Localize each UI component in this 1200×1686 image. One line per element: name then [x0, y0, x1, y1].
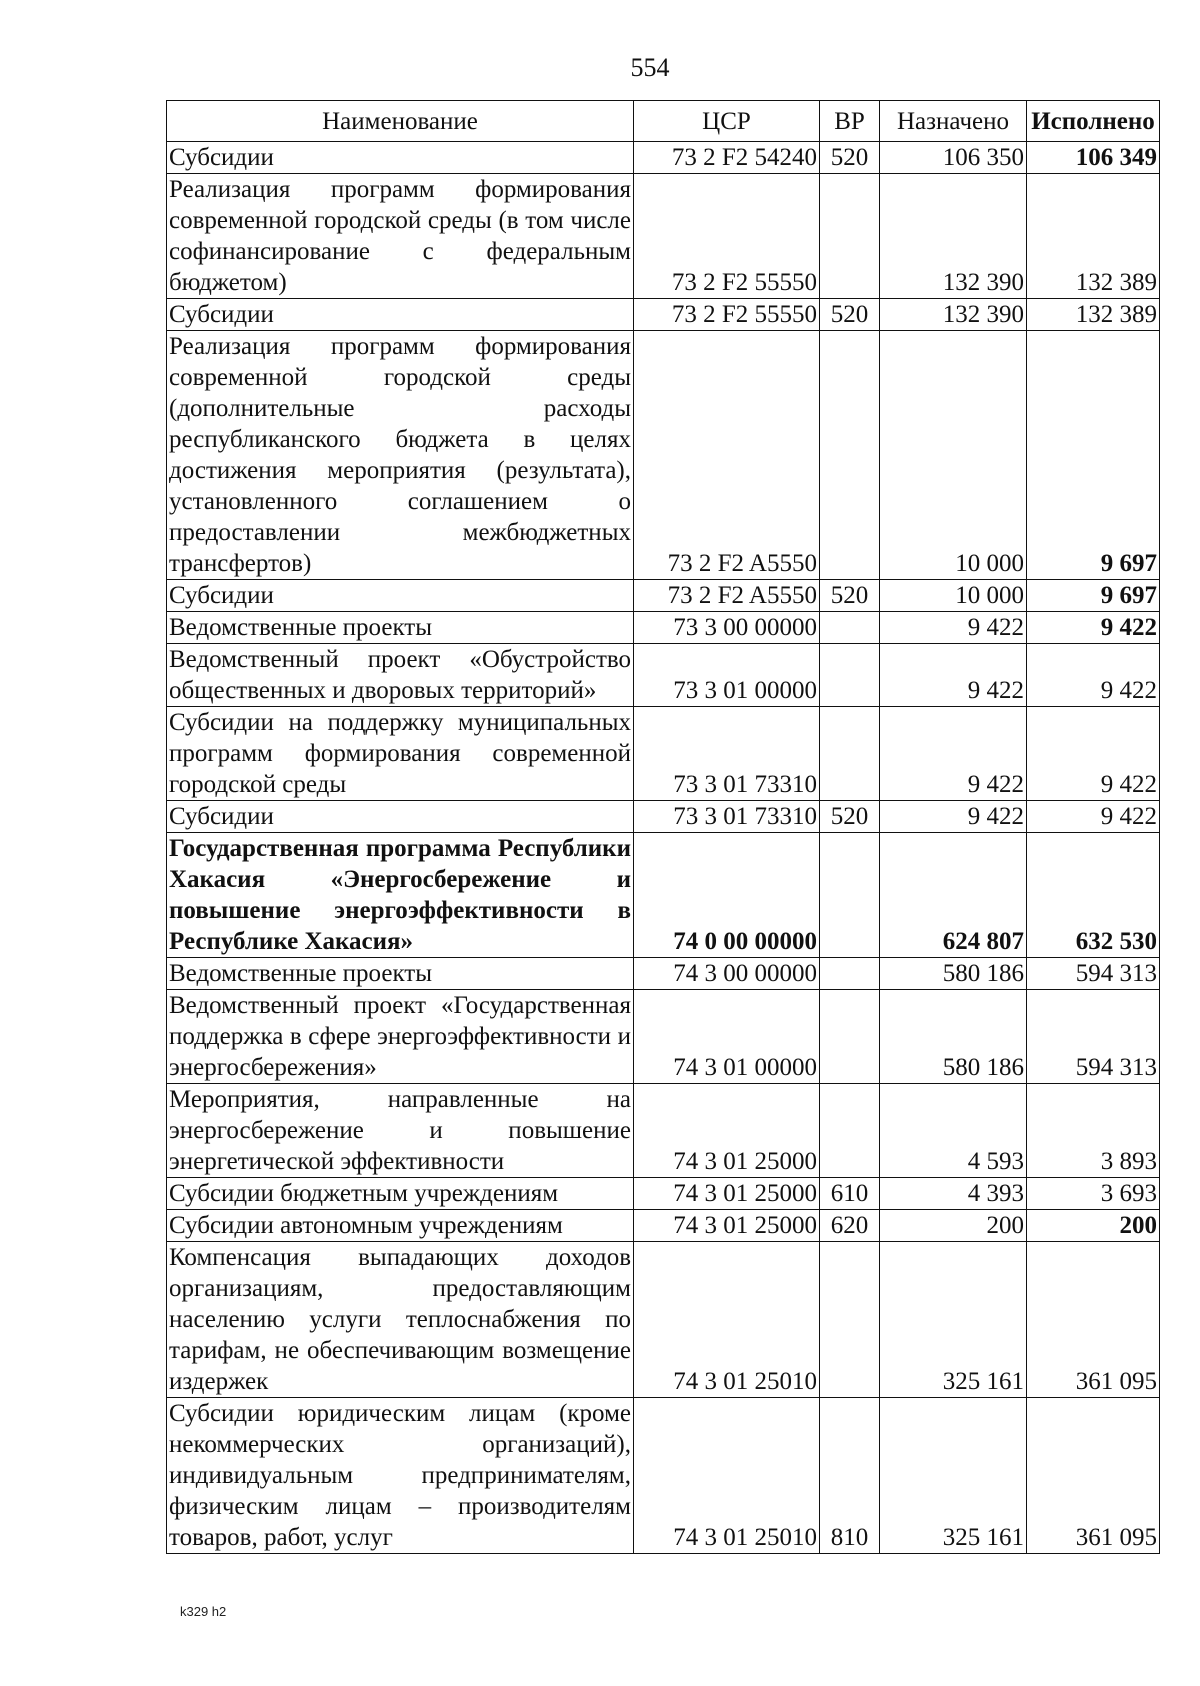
row-csr: 73 2 F2 55550 — [634, 299, 820, 331]
row-vr: 620 — [820, 1210, 880, 1242]
row-assigned: 325 161 — [880, 1242, 1027, 1398]
row-vr: 520 — [820, 299, 880, 331]
row-assigned: 9 422 — [880, 644, 1027, 707]
row-name: Реализация программ формирования современной городской среды (дополнительные расходы республиканского бюджета в целях достижения мероприятия (результата), установленного соглашением о предоставлении межбюджетных трансфертов) — [167, 331, 634, 580]
row-vr — [820, 833, 880, 958]
row-csr: 74 0 00 00000 — [634, 833, 820, 958]
row-done: 132 389 — [1027, 299, 1160, 331]
row-done: 594 313 — [1027, 958, 1160, 990]
row-name: Субсидии — [167, 580, 634, 612]
row-done: 200 — [1027, 1210, 1160, 1242]
row-name: Ведомственные проекты — [167, 612, 634, 644]
table-row — [167, 1398, 1160, 1554]
row-csr: 74 3 01 25000 — [634, 1210, 820, 1242]
table-row-program — [167, 833, 1160, 958]
row-done: 132 389 — [1027, 174, 1160, 299]
row-name: Ведомственный проект «Государственная поддержка в сфере энергоэффективности и энергосбережения» — [167, 990, 634, 1084]
row-assigned: 10 000 — [880, 580, 1027, 612]
row-vr: 520 — [820, 142, 880, 174]
table-row — [167, 331, 1160, 580]
row-done: 594 313 — [1027, 990, 1160, 1084]
row-vr — [820, 612, 880, 644]
row-name: Субсидии бюджетным учреждениям — [167, 1178, 634, 1210]
row-csr: 74 3 01 25010 — [634, 1398, 820, 1554]
row-csr: 74 3 01 25010 — [634, 1242, 820, 1398]
table-row — [167, 1178, 1160, 1210]
row-name: Ведомственные проекты — [167, 958, 634, 990]
table-row — [167, 801, 1160, 833]
row-vr — [820, 707, 880, 801]
row-name: Субсидии юридическим лицам (кроме некоммерческих организаций), индивидуальным предпринимателям, физическим лицам – производителям товаров, работ, услуг — [167, 1398, 634, 1554]
row-assigned: 200 — [880, 1210, 1027, 1242]
row-csr: 73 3 01 73310 — [634, 801, 820, 833]
row-csr: 73 3 01 00000 — [634, 644, 820, 707]
row-done: 361 095 — [1027, 1242, 1160, 1398]
row-assigned: 106 350 — [880, 142, 1027, 174]
row-csr: 73 3 01 73310 — [634, 707, 820, 801]
row-assigned: 4 593 — [880, 1084, 1027, 1178]
table-row — [167, 958, 1160, 990]
row-csr: 73 2 F2 A5550 — [634, 580, 820, 612]
table-header-row — [167, 101, 1160, 142]
header-vr: ВР — [820, 101, 880, 142]
row-vr — [820, 990, 880, 1084]
row-vr: 520 — [820, 580, 880, 612]
row-done: 3 693 — [1027, 1178, 1160, 1210]
row-done: 632 530 — [1027, 833, 1160, 958]
row-done: 9 697 — [1027, 331, 1160, 580]
table-row — [167, 1084, 1160, 1178]
row-done: 106 349 — [1027, 142, 1160, 174]
header-name: Наименование — [167, 101, 634, 142]
row-name: Компенсация выпадающих доходов организациям, предоставляющим населению услуги теплоснабжения по тарифам, не обеспечивающим возмещение издержек — [167, 1242, 634, 1398]
row-name: Субсидии на поддержку муниципальных программ формирования современной городской среды — [167, 707, 634, 801]
table-row — [167, 1242, 1160, 1398]
row-vr — [820, 174, 880, 299]
row-assigned: 580 186 — [880, 990, 1027, 1084]
row-done: 9 422 — [1027, 707, 1160, 801]
row-vr — [820, 644, 880, 707]
row-assigned: 132 390 — [880, 299, 1027, 331]
table-row — [167, 299, 1160, 331]
row-vr: 610 — [820, 1178, 880, 1210]
row-csr: 74 3 01 25000 — [634, 1084, 820, 1178]
row-csr: 74 3 00 00000 — [634, 958, 820, 990]
row-vr: 520 — [820, 801, 880, 833]
table-row — [167, 612, 1160, 644]
row-assigned: 10 000 — [880, 331, 1027, 580]
row-assigned: 9 422 — [880, 612, 1027, 644]
row-assigned: 9 422 — [880, 707, 1027, 801]
row-done: 361 095 — [1027, 1398, 1160, 1554]
row-name: Ведомственный проект «Обустройство общественных и дворовых территорий» — [167, 644, 634, 707]
row-csr: 74 3 01 25000 — [634, 1178, 820, 1210]
row-assigned: 325 161 — [880, 1398, 1027, 1554]
row-csr: 74 3 01 00000 — [634, 990, 820, 1084]
budget-table-wrapper — [166, 100, 1160, 1554]
row-csr: 73 2 F2 54240 — [634, 142, 820, 174]
table-row — [167, 644, 1160, 707]
row-assigned: 4 393 — [880, 1178, 1027, 1210]
header-csr: ЦСР — [634, 101, 820, 142]
row-assigned: 580 186 — [880, 958, 1027, 990]
table-row — [167, 707, 1160, 801]
row-name: Субсидии автономным учреждениям — [167, 1210, 634, 1242]
table-row — [167, 990, 1160, 1084]
row-csr: 73 3 00 00000 — [634, 612, 820, 644]
row-name: Субсидии — [167, 801, 634, 833]
row-assigned: 9 422 — [880, 801, 1027, 833]
row-csr: 73 2 F2 A5550 — [634, 331, 820, 580]
row-name: Субсидии — [167, 142, 634, 174]
row-done: 9 422 — [1027, 801, 1160, 833]
page-number: 554 — [630, 53, 670, 82]
row-assigned: 624 807 — [880, 833, 1027, 958]
header-assigned: Назначено — [880, 101, 1027, 142]
row-vr — [820, 1242, 880, 1398]
header-done: Исполнено — [1027, 101, 1160, 142]
row-done: 9 422 — [1027, 644, 1160, 707]
row-vr — [820, 958, 880, 990]
row-csr: 73 2 F2 55550 — [634, 174, 820, 299]
table-row — [167, 174, 1160, 299]
row-done: 3 893 — [1027, 1084, 1160, 1178]
row-vr — [820, 1084, 880, 1178]
row-name: Реализация программ формирования современной городской среды (в том числе софинансирование с федеральным бюджетом) — [167, 174, 634, 299]
row-vr — [820, 331, 880, 580]
row-name: Мероприятия, направленные на энергосбережение и повышение энергетической эффективности — [167, 1084, 634, 1178]
table-row — [167, 142, 1160, 174]
row-name: Субсидии — [167, 299, 634, 331]
table-row — [167, 1210, 1160, 1242]
row-done: 9 697 — [1027, 580, 1160, 612]
footer-code: k329 h2 — [180, 1604, 227, 1619]
table-row — [167, 580, 1160, 612]
budget-table — [166, 100, 1160, 1554]
row-vr: 810 — [820, 1398, 880, 1554]
row-assigned: 132 390 — [880, 174, 1027, 299]
row-done: 9 422 — [1027, 612, 1160, 644]
row-name: Государственная программа Республики Хакасия «Энергосбережение и повышение энергоэффективности в Республике Хакасия» — [167, 833, 634, 958]
